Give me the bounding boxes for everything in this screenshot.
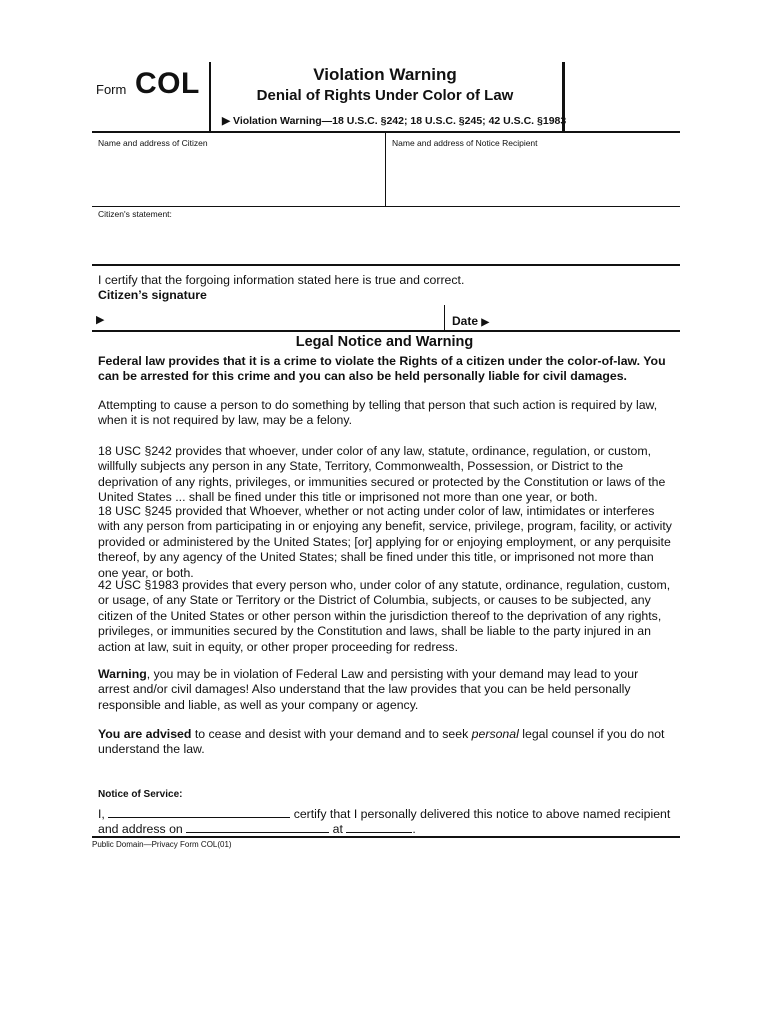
service-at-text: at — [332, 822, 343, 836]
field-rule — [92, 206, 680, 207]
arrow-right-icon: ▶ — [222, 115, 231, 127]
service-line-2 — [98, 821, 416, 836]
service-time-blank[interactable] — [346, 821, 412, 833]
footer-rule — [92, 836, 680, 838]
legal-attempting: Attempting to cause a person to do something by telling that person that such action is required by law, when it is not required by law, may be a felony. — [98, 398, 658, 428]
form-subtitle: Denial of Rights Under Color of Law — [256, 87, 514, 104]
citizen-name-field[interactable] — [96, 146, 381, 204]
service-period: . — [412, 822, 416, 836]
field-divider — [385, 132, 386, 206]
date-divider — [444, 305, 445, 330]
service-line-1 — [98, 806, 670, 821]
notice-of-service-label: Notice of Service: — [98, 789, 183, 800]
statement-label: Citizen's statement: — [98, 209, 172, 219]
service-address-text: and address on — [98, 822, 183, 836]
warning-paragraph — [98, 667, 673, 713]
recipient-name-field[interactable] — [390, 146, 676, 204]
usc-1983-paragraph: 42 USC §1983 provides that every person who, under color of any statute, ordinance, regulation, custom, or usage, of any State or Territory or the District of Columbia, subjects, or causes to be subjected, any citizen of the United States or other person within the jurisdiction thereof to the deprivation of any rights, privileges, or immunities secured by the Constitution and laws, shall be liable to the party injured in an action at law, suit in equity, or other proper proceeding for redress. — [98, 578, 671, 654]
date-label-wrap — [452, 314, 489, 328]
advised-italic: personal — [471, 727, 519, 741]
legal-intro: Federal law provides that it is a crime to violate the Rights of a citizen under the color-of-law. You can be arrested for this crime and you can also be held personally liable for civil damages. — [98, 354, 666, 384]
server-name-blank[interactable] — [108, 806, 290, 818]
statement-rule — [92, 264, 680, 266]
advised-mid: to cease and desist with your demand and to seek — [191, 727, 472, 741]
statement-field[interactable] — [96, 220, 676, 262]
advised-end: legal counsel if you do not understand the law. — [98, 727, 665, 757]
form-code: COL — [135, 67, 200, 100]
citizen-name-label: Name and address of Citizen — [98, 138, 208, 148]
recipient-name-label: Name and address of Notice Recipient — [392, 138, 538, 148]
usc-245-paragraph: 18 USC §245 provided that Whoever, whether or not acting under color of law, intimidates or interferes with any person from participating in or enjoying any benefit, service, privilege, program, facility, or activity provided or administered by the United States; [or] applying for or enjoying employment, or any perquisite thereof, by any agency of the United States; shall be fined under this title, or imprisoned not more than one year, or both. — [98, 504, 672, 580]
header-rule — [92, 131, 680, 133]
signature-field[interactable] — [112, 308, 440, 328]
warning-rest: , you may be in violation of Federal Law and persisting with your demand may lead to your arrest and/or civil damages! Also understand that the law provides that you can be held personally responsible and liable, as well as your company or agency. — [98, 667, 639, 712]
warning-bold: Warning — [98, 667, 147, 681]
signature-label: Citizen’s signature — [98, 288, 207, 302]
certify-rule — [92, 330, 680, 332]
date-field[interactable] — [500, 308, 676, 328]
header-divider-left — [209, 62, 211, 132]
footer-text: Public Domain—Privacy Form COL(01) — [92, 840, 232, 849]
statute-line — [222, 115, 566, 127]
service-certify-text: certify that I personally delivered this notice to above named recipient — [293, 807, 671, 821]
statute-text: Violation Warning—18 U.S.C. §242; 18 U.S.C. §245; 42 U.S.C. §1983 — [233, 115, 567, 127]
advised-bold: You are advised — [98, 727, 192, 741]
arrow-right-icon: ▶ — [481, 317, 490, 328]
certify-text: I certify that the forgoing information stated here is true and correct. — [98, 273, 465, 287]
form-title: Violation Warning — [313, 65, 457, 84]
usc-242-paragraph: 18 USC §242 provides that whoever, under color of any law, statute, ordinance, regulation, or custom, willfully subjects any person in any State, Territory, Commonwealth, Possession, or District to the deprivation of any rights, privileges, or immunities secured or protected by the Constitution or laws of the United States ... shall be fined under this title or imprisoned not more than one year, or both. — [98, 444, 666, 505]
form-word: Form — [96, 82, 127, 97]
signature-arrow-icon: ▶ — [96, 314, 105, 326]
advised-paragraph — [98, 727, 673, 758]
service-i: I, — [98, 807, 105, 821]
legal-notice-title: Legal Notice and Warning — [295, 334, 474, 350]
date-label: Date — [452, 314, 479, 328]
service-date-blank[interactable] — [186, 821, 329, 833]
